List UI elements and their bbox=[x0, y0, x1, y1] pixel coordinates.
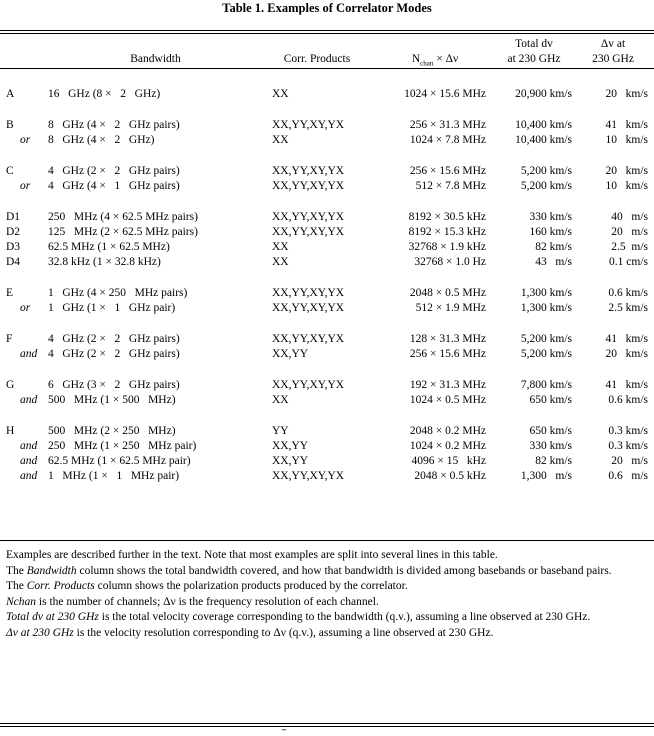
nchan-cell: 8192 × 15.3 kHz bbox=[408, 226, 486, 238]
row-label: D1 bbox=[6, 211, 21, 223]
note-emphasis: Bandwidth bbox=[26, 564, 77, 577]
nchan-cell: 8192 × 30.5 kHz bbox=[408, 211, 486, 223]
row-label: G bbox=[6, 379, 15, 391]
corr-products-cell: XX,YY,XY,YX bbox=[272, 211, 345, 223]
row-label: or bbox=[20, 134, 31, 146]
bandwidth-cell: 250 MHz (4 × 62.5 MHz pairs) bbox=[48, 211, 198, 223]
nchan-cell: 32768 × 1.9 kHz bbox=[408, 241, 486, 253]
row-label: D3 bbox=[6, 241, 21, 253]
note-text: The bbox=[6, 564, 27, 577]
row-label: D4 bbox=[6, 256, 21, 268]
row-label: or bbox=[20, 302, 31, 314]
total-velocity-cell: 5,200 km/s bbox=[520, 165, 572, 177]
velocity-resolution-cell: 2.5 km/s bbox=[608, 302, 648, 314]
header-nchan-sub: chan bbox=[420, 59, 434, 68]
header-nchan-tail: × Δν bbox=[433, 53, 459, 65]
bandwidth-cell: 16 GHz (8 × 2 GHz) bbox=[48, 88, 161, 100]
total-velocity-cell: 82 km/s bbox=[535, 455, 572, 467]
corr-products-cell: XX bbox=[272, 134, 289, 146]
nchan-cell: 32768 × 1.0 Hz bbox=[414, 256, 486, 268]
velocity-resolution-cell: 10 km/s bbox=[605, 134, 648, 146]
corr-products-cell: XX bbox=[272, 394, 289, 406]
velocity-resolution-cell: 20 km/s bbox=[605, 348, 648, 360]
header-total-line2: at 230 GHz bbox=[507, 53, 561, 65]
bandwidth-cell: 8 GHz (4 × 2 GHz pairs) bbox=[48, 119, 180, 131]
bandwidth-cell: 4 GHz (4 × 1 GHz pairs) bbox=[48, 180, 180, 192]
bandwidth-cell: 125 MHz (2 × 62.5 MHz pairs) bbox=[48, 226, 198, 238]
header-total-line1: Total dv bbox=[515, 38, 553, 50]
row-label: and bbox=[20, 348, 38, 360]
row-label: H bbox=[6, 425, 15, 437]
total-velocity-cell: 330 km/s bbox=[529, 440, 572, 452]
note-text: column shows the total bandwidth covered, and how that bandwidth is divided among basebands or baseband pairs. bbox=[76, 564, 612, 577]
total-velocity-cell: 10,400 km/s bbox=[515, 119, 572, 131]
bandwidth-cell: 500 MHz (2 × 250 MHz) bbox=[48, 425, 176, 437]
nchan-cell: 256 × 31.3 MHz bbox=[409, 119, 486, 131]
bandwidth-cell: 4 GHz (2 × 2 GHz pairs) bbox=[48, 333, 180, 345]
bandwidth-cell: 6 GHz (3 × 2 GHz pairs) bbox=[48, 379, 180, 391]
bandwidth-cell: 62.5 MHz (1 × 62.5 MHz pair) bbox=[48, 455, 191, 467]
bandwidth-cell: 62.5 MHz (1 × 62.5 MHz) bbox=[48, 241, 170, 253]
footer-rule-2 bbox=[0, 726, 654, 727]
velocity-resolution-cell: 20 m/s bbox=[611, 226, 648, 238]
header-corr-products: Corr. Products bbox=[283, 53, 351, 65]
bandwidth-cell: 250 MHz (1 × 250 MHz pair) bbox=[48, 440, 197, 452]
row-label: F bbox=[6, 333, 13, 345]
nchan-cell: 2048 × 0.5 kHz bbox=[414, 470, 486, 482]
nchan-cell: 2048 × 0.2 MHz bbox=[409, 425, 486, 437]
footer-rule-1 bbox=[0, 723, 654, 724]
total-velocity-cell: 7,800 km/s bbox=[520, 379, 572, 391]
corr-products-cell: XX bbox=[272, 88, 289, 100]
row-label: C bbox=[6, 165, 14, 177]
row-label: and bbox=[20, 394, 38, 406]
velocity-resolution-cell: 20 km/s bbox=[605, 165, 648, 177]
bottom-rule bbox=[0, 540, 654, 541]
corr-products-cell: XX,YY,XY,YX bbox=[272, 302, 345, 314]
total-velocity-cell: 20,900 km/s bbox=[515, 88, 572, 100]
total-velocity-cell: 1,300 km/s bbox=[520, 302, 572, 314]
note-text: The bbox=[6, 580, 27, 592]
note-text: is the velocity resolution corresponding to Δν (q.v.), assuming a line observed at 230 GHz. bbox=[73, 626, 494, 639]
note-1 bbox=[6, 548, 646, 564]
row-label: and bbox=[20, 470, 38, 482]
corr-products-cell: XX,YY,XY,YX bbox=[272, 470, 345, 482]
table-notes bbox=[6, 548, 646, 641]
velocity-resolution-cell: 0.3 km/s bbox=[608, 425, 648, 437]
corr-products-cell: YY bbox=[272, 425, 289, 437]
nchan-cell: 1024 × 0.5 MHz bbox=[409, 394, 486, 406]
header-nchan-main: N bbox=[411, 53, 421, 65]
nchan-cell: 192 × 31.3 MHz bbox=[409, 379, 486, 391]
row-label: E bbox=[6, 287, 14, 299]
total-velocity-cell: 5,200 km/s bbox=[520, 348, 572, 360]
nchan-cell: 2048 × 0.5 MHz bbox=[409, 287, 486, 299]
note-text: is the total velocity coverage corresponding to the bandwidth (q.v.), assuming a line observed at 230 GHz. bbox=[98, 611, 591, 623]
bandwidth-cell: 500 MHz (1 × 500 MHz) bbox=[48, 394, 176, 406]
header-dv-line1: Δv at bbox=[600, 38, 626, 50]
note-3 bbox=[6, 579, 646, 595]
corr-products-cell: XX,YY bbox=[272, 455, 309, 467]
corr-products-cell: XX,YY,XY,YX bbox=[272, 226, 345, 238]
top-rule-2 bbox=[0, 33, 654, 34]
note-emphasis: Total dv at 230 GHz bbox=[6, 611, 99, 623]
corr-products-cell: XX,YY bbox=[272, 348, 309, 360]
header-bandwidth: Bandwidth bbox=[130, 53, 181, 65]
header-rule bbox=[0, 68, 654, 69]
total-velocity-cell: 1,300 km/s bbox=[520, 287, 572, 299]
row-label: and bbox=[20, 440, 38, 452]
total-velocity-cell: 330 km/s bbox=[529, 211, 572, 223]
corr-products-cell: XX,YY,XY,YX bbox=[272, 119, 345, 131]
row-label: or bbox=[20, 180, 31, 192]
total-velocity-cell: 82 km/s bbox=[535, 241, 572, 253]
row-label: and bbox=[20, 455, 38, 467]
note-emphasis: Δv at 230 GHz bbox=[6, 626, 74, 639]
bandwidth-cell: 4 GHz (2 × 2 GHz pairs) bbox=[48, 165, 180, 177]
total-velocity-cell: 650 km/s bbox=[529, 394, 572, 406]
velocity-resolution-cell: 10 km/s bbox=[605, 180, 648, 192]
corr-products-cell: XX,YY,XY,YX bbox=[272, 333, 345, 345]
total-velocity-cell: 10,400 km/s bbox=[515, 134, 572, 146]
table-caption: Table 1. Examples of Correlator Modes bbox=[222, 1, 432, 15]
corr-products-cell: XX,YY,XY,YX bbox=[272, 165, 345, 177]
velocity-resolution-cell: 41 km/s bbox=[605, 333, 648, 345]
total-velocity-cell: 1,300 m/s bbox=[520, 470, 572, 482]
bandwidth-cell: 1 GHz (1 × 1 GHz pair) bbox=[48, 302, 176, 314]
nchan-cell: 512 × 7.8 MHz bbox=[415, 180, 486, 192]
velocity-resolution-cell: 40 m/s bbox=[611, 211, 648, 223]
row-label: A bbox=[6, 88, 15, 100]
total-velocity-cell: 5,200 km/s bbox=[520, 180, 572, 192]
velocity-resolution-cell: 0.6 km/s bbox=[608, 394, 648, 406]
corr-products-cell: XX,YY,XY,YX bbox=[272, 180, 345, 192]
velocity-resolution-cell: 0.6 km/s bbox=[608, 287, 648, 299]
velocity-resolution-cell: 0.1 cm/s bbox=[609, 256, 648, 268]
bandwidth-cell: 1 MHz (1 × 1 MHz pair) bbox=[48, 470, 180, 482]
note-text: Examples are described further in the text. Note that most examples are split into several lines in this table. bbox=[6, 549, 498, 561]
velocity-resolution-cell: 41 km/s bbox=[605, 379, 648, 391]
nchan-cell: 1024 × 7.8 MHz bbox=[409, 134, 486, 146]
nchan-cell: 1024 × 0.2 MHz bbox=[409, 440, 486, 452]
total-velocity-cell: 5,200 km/s bbox=[520, 333, 572, 345]
note-2 bbox=[6, 564, 646, 580]
corr-products-cell: XX bbox=[272, 241, 289, 253]
velocity-resolution-cell: 0.6 m/s bbox=[608, 470, 648, 482]
note-4 bbox=[6, 595, 646, 611]
velocity-resolution-cell: 2.5 m/s bbox=[611, 241, 648, 253]
note-text: is the number of channels; Δν is the frequency resolution of each channel. bbox=[36, 595, 379, 608]
bandwidth-cell: 4 GHz (2 × 2 GHz pairs) bbox=[48, 348, 180, 360]
velocity-resolution-cell: 20 km/s bbox=[605, 88, 648, 100]
nchan-cell: 1024 × 15.6 MHz bbox=[404, 88, 486, 100]
note-text: column shows the polarization products produced by the correlator. bbox=[94, 580, 408, 592]
header-dv-line2: 230 GHz bbox=[592, 53, 634, 65]
bandwidth-cell: 8 GHz (4 × 2 GHz) bbox=[48, 134, 155, 146]
corr-products-cell: XX bbox=[272, 256, 289, 268]
total-velocity-cell: 160 km/s bbox=[529, 226, 572, 238]
nchan-cell: 512 × 1.9 MHz bbox=[415, 302, 486, 314]
note-5 bbox=[6, 610, 646, 626]
velocity-resolution-cell: 41 km/s bbox=[605, 119, 648, 131]
nchan-cell: 4096 × 15 kHz bbox=[411, 455, 486, 467]
bandwidth-cell: 1 GHz (4 × 250 MHz pairs) bbox=[48, 287, 188, 299]
row-label: D2 bbox=[6, 226, 21, 238]
nchan-cell: 128 × 31.3 MHz bbox=[409, 333, 486, 345]
note-emphasis: Corr. Products bbox=[26, 580, 95, 592]
note-6 bbox=[6, 626, 646, 642]
nchan-cell: 256 × 15.6 MHz bbox=[409, 165, 486, 177]
total-velocity-cell: 650 km/s bbox=[529, 425, 572, 437]
total-velocity-cell: 43 m/s bbox=[535, 256, 572, 268]
nchan-cell: 256 × 15.6 MHz bbox=[409, 348, 486, 360]
corr-products-cell: XX,YY,XY,YX bbox=[272, 287, 345, 299]
velocity-resolution-cell: 20 m/s bbox=[611, 455, 648, 467]
page-marker: – bbox=[281, 723, 287, 736]
corr-products-cell: XX,YY bbox=[272, 440, 309, 452]
corr-products-cell: XX,YY,XY,YX bbox=[272, 379, 345, 391]
row-label: B bbox=[6, 119, 14, 131]
bandwidth-cell: 32.8 kHz (1 × 32.8 kHz) bbox=[48, 256, 161, 268]
top-rule-1 bbox=[0, 30, 654, 31]
note-emphasis: Nchan bbox=[6, 595, 37, 608]
velocity-resolution-cell: 0.3 km/s bbox=[608, 440, 648, 452]
